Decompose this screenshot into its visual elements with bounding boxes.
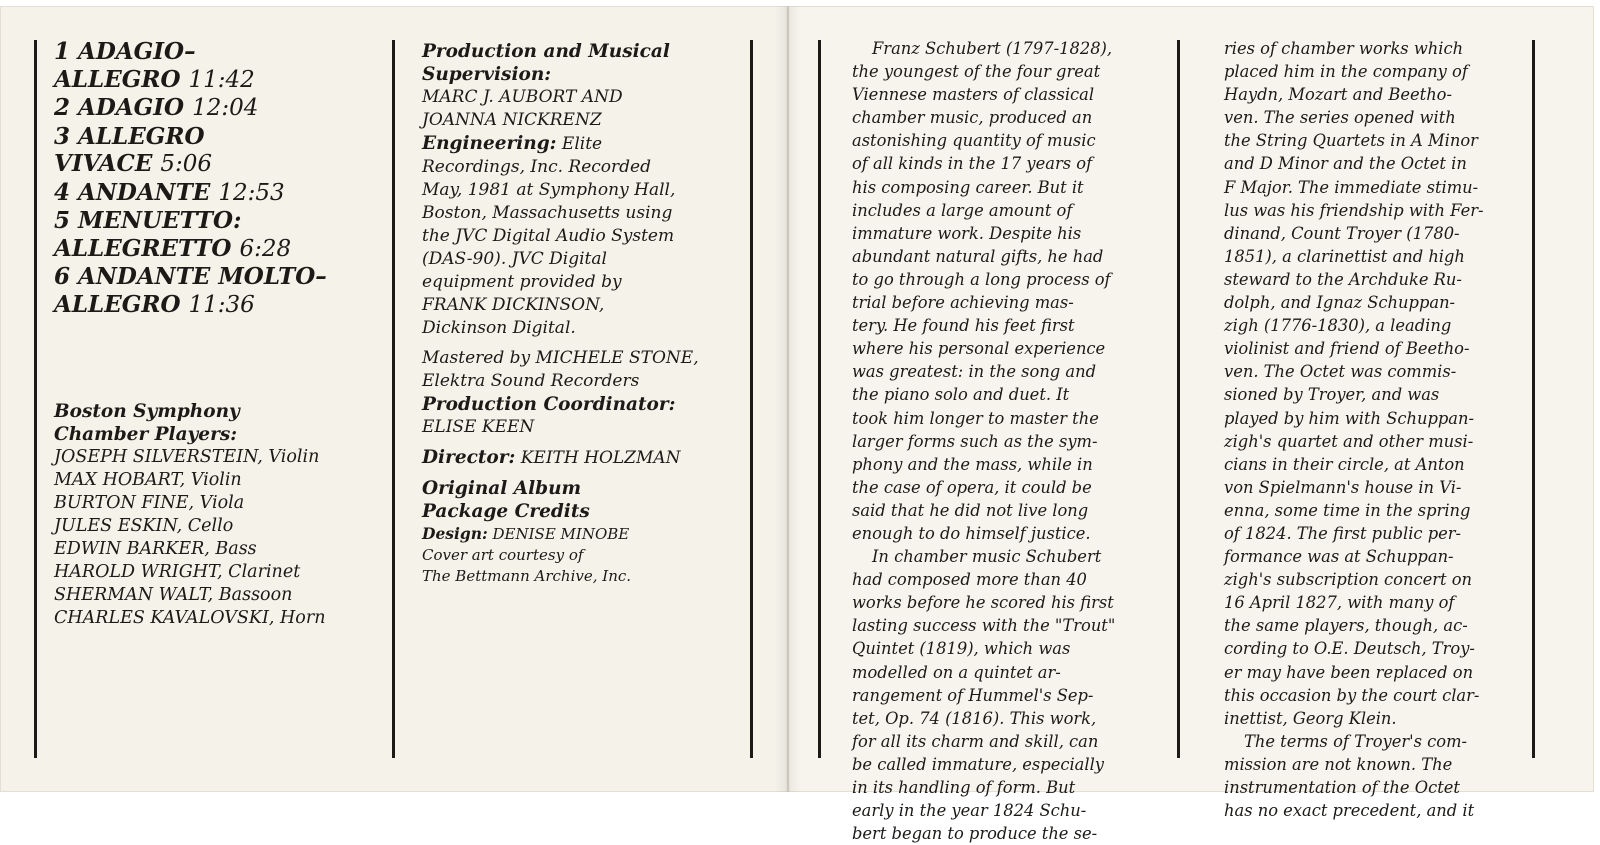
credit-line: Engineering: Elite <box>422 133 603 154</box>
essay-line: cians in their circle, at Anton <box>1224 454 1465 474</box>
credit-label: Supervision: <box>422 64 552 85</box>
essay-line: for all its charm and skill, can <box>852 731 1099 751</box>
track-duration: 11:42 <box>188 66 255 93</box>
track-title: ALLEGRO 11:42 <box>54 65 255 93</box>
production-credits <box>422 40 752 587</box>
essay-line: sioned by Troyer, and was <box>1224 385 1440 405</box>
essay-line: In chamber music Schubert <box>872 547 1102 567</box>
essay-line: astonishing quantity of music <box>852 131 1096 151</box>
essay-line: had composed more than 40 <box>852 570 1087 590</box>
credit-value: Recordings, Inc. Recorded <box>422 157 651 177</box>
essay-line: mission are not known. The <box>1224 754 1453 774</box>
credit-label: Engineering: <box>422 133 557 154</box>
performer-line: HAROLD WRIGHT, Clarinet <box>54 562 301 582</box>
essay-line: er may have been replaced on <box>1224 662 1474 682</box>
credit-value: ELISE KEEN <box>422 417 535 437</box>
essay-column-2 <box>1224 37 1514 822</box>
essay-line: enna, some time in the spring <box>1224 500 1471 520</box>
credit-value: Elektra Sound Recorders <box>422 371 640 391</box>
essay-line: ven. The series opened with <box>1224 108 1456 128</box>
essay-line: the youngest of the four great <box>852 62 1101 82</box>
essay-line: larger forms such as the sym- <box>852 431 1098 451</box>
performer-line: BURTON FINE, Viola <box>54 493 245 513</box>
essay-line: chamber music, produced an <box>852 108 1093 128</box>
essay-line: formance was at Schuppan- <box>1224 547 1454 567</box>
credit-value: Boston, Massachusetts using <box>422 203 673 223</box>
credit-value: the JVC Digital Audio System <box>422 226 675 246</box>
essay-line: the piano solo and duet. It <box>852 385 1070 405</box>
track-title: 4 ANDANTE 12:53 <box>54 178 285 206</box>
credit-line: Design: DENISE MINOBE <box>422 524 630 543</box>
credit-label: Production Coordinator: <box>422 394 676 415</box>
track-duration: 11:36 <box>188 291 255 318</box>
essay-line: the case of opera, it could be <box>852 477 1092 497</box>
essay-line: ries of chamber works which <box>1224 39 1464 58</box>
essay-column-1 <box>852 37 1120 845</box>
essay-line: cording to O.E. Deutsch, Troy- <box>1224 639 1475 659</box>
essay-line: of 1824. The first public per- <box>1224 523 1462 543</box>
column-rule <box>818 40 821 758</box>
essay-line: his composing career. But it <box>852 177 1084 197</box>
essay-line: inettist, Georg Klein. <box>1224 708 1397 728</box>
essay-line: abundant natural gifts, he had <box>852 246 1104 266</box>
track-item <box>54 38 374 94</box>
essay-line: tet, Op. 74 (1816). This work, <box>852 708 1097 728</box>
track-item <box>54 263 374 319</box>
essay-line: where his personal experience <box>852 339 1106 359</box>
essay-line: the same players, though, ac- <box>1224 616 1468 636</box>
essay-line: dolph, and Ignaz Schuppan- <box>1224 293 1456 313</box>
essay-line: dinand, Count Troyer (1780- <box>1224 223 1460 243</box>
essay-line: instrumentation of the Octet <box>1224 778 1460 797</box>
essay-line: Viennese masters of classical <box>852 85 1095 105</box>
column-rule <box>1177 40 1180 758</box>
credit-line: Director: KEITH HOLZMAN <box>422 447 681 468</box>
essay-line: phony and the mass, while in <box>852 454 1093 474</box>
track-duration: 6:28 <box>239 235 292 262</box>
essay-line: lus was his friendship with Fer- <box>1224 200 1484 220</box>
track-item <box>54 179 374 208</box>
essay-line: in its handling of form. But <box>852 778 1076 797</box>
track-title: ALLEGRETTO 6:28 <box>54 234 292 262</box>
track-duration: 12:53 <box>218 179 285 206</box>
page-gutter <box>775 6 801 792</box>
track-title: 6 ANDANTE MOLTO– <box>54 263 327 290</box>
essay-line: Haydn, Mozart and Beetho- <box>1224 85 1452 105</box>
essay-line: the String Quartets in A Minor <box>1224 131 1478 151</box>
credit-label: Production and Musical <box>422 41 670 62</box>
essay-line: this occasion by the court clar- <box>1224 685 1480 705</box>
essay-line: ven. The Octet was commis- <box>1224 362 1457 382</box>
essay-line: to go through a long process of <box>852 269 1111 289</box>
credit-value: May, 1981 at Symphony Hall, <box>422 180 676 200</box>
essay-line: zigh's subscription concert on <box>1224 570 1473 590</box>
essay-line: F Major. The immediate stimu- <box>1224 177 1479 197</box>
essay-line: tery. He found his feet first <box>852 316 1075 336</box>
essay-line: modelled on a quintet ar- <box>852 662 1061 682</box>
essay-line: Franz Schubert (1797-1828), <box>872 39 1113 58</box>
track-item <box>54 94 374 123</box>
credit-value: Mastered by MICHELE STONE, <box>422 348 699 368</box>
essay-line: has no exact precedent, and it <box>1224 801 1475 821</box>
performer-line: CHARLES KAVALOVSKI, Horn <box>54 608 326 628</box>
credit-value: equipment provided by <box>422 272 622 292</box>
essay-line: immature work. Despite his <box>852 223 1082 243</box>
credit-label: Original Album <box>422 478 582 499</box>
performer-line: JOSEPH SILVERSTEIN, Violin <box>54 447 320 467</box>
essay-line: said that he did not live long <box>852 500 1089 520</box>
essay-line: placed him in the company of <box>1224 62 1468 82</box>
credit-label: Director: <box>422 447 516 468</box>
essay-line: 16 April 1827, with many of <box>1224 593 1455 613</box>
column-rule <box>1532 40 1535 758</box>
track-list <box>54 38 374 319</box>
credit-value: The Bettmann Archive, Inc. <box>422 567 632 585</box>
track-title: VIVACE 5:06 <box>54 150 213 177</box>
essay-line: lasting success with the "Trout" <box>852 616 1116 636</box>
performer-line: JULES ESKIN, Cello <box>54 516 234 536</box>
credit-label: Design: <box>422 524 488 543</box>
essay-line: The terms of Troyer's com- <box>1244 731 1468 751</box>
essay-line: was greatest: in the song and <box>852 362 1097 382</box>
ensemble-heading: Boston Symphony <box>54 401 240 422</box>
essay-line: zigh's quartet and other musi- <box>1224 431 1474 451</box>
ensemble-heading: Chamber Players: <box>54 424 238 445</box>
performer-line: MAX HOBART, Violin <box>54 470 242 490</box>
essay-line: Quintet (1819), which was <box>852 639 1071 659</box>
essay-line: and D Minor and the Octet in <box>1224 154 1467 174</box>
essay-line: trial before achieving mas- <box>852 293 1074 313</box>
column-rule <box>34 40 37 758</box>
track-title: ALLEGRO 11:36 <box>54 290 255 318</box>
track-title: 5 MENUETTO: <box>54 207 242 234</box>
essay-line: zigh (1776-1830), a leading <box>1224 316 1452 336</box>
essay-line: includes a large amount of <box>852 200 1073 220</box>
essay-line: steward to the Archduke Ru- <box>1224 269 1462 289</box>
credit-value: JOANNA NICKRENZ <box>422 110 602 130</box>
credit-label: Package Credits <box>422 501 590 522</box>
credit-value: FRANK DICKINSON, <box>422 295 605 315</box>
essay-line: rangement of Hummel's Sep- <box>852 685 1094 705</box>
essay-line: 1851), a clarinettist and high <box>1224 246 1465 266</box>
performers-list <box>54 400 384 630</box>
essay-line: took him longer to master the <box>852 408 1099 428</box>
essay-line: bert began to produce the se- <box>852 824 1098 844</box>
credit-value: (DAS-90). JVC Digital <box>422 249 607 269</box>
track-item <box>54 123 374 179</box>
track-duration: 5:06 <box>160 151 213 177</box>
essay-line: works before he scored his first <box>852 593 1114 613</box>
credit-value: Dickinson Digital. <box>422 318 576 338</box>
performer-line: SHERMAN WALT, Bassoon <box>54 585 293 605</box>
essay-line: von Spielmann's house in Vi- <box>1224 477 1462 497</box>
track-title: 1 ADAGIO– <box>54 38 196 65</box>
column-rule <box>392 40 395 758</box>
essay-line: enough to do himself justice. <box>852 523 1091 543</box>
credit-value: MARC J. AUBORT AND <box>422 87 623 107</box>
essay-line: be called immature, especially <box>852 754 1104 774</box>
essay-line: violinist and friend of Beetho- <box>1224 339 1470 359</box>
track-duration: 12:04 <box>192 95 259 121</box>
essay-line: early in the year 1824 Schu- <box>852 801 1087 821</box>
credit-value: Cover art courtesy of <box>422 546 584 564</box>
essay-line: of all kinds in the 17 years of <box>852 154 1093 174</box>
track-item <box>54 207 374 263</box>
essay-line: played by him with Schuppan- <box>1224 408 1474 428</box>
track-title: 3 ALLEGRO <box>54 122 205 150</box>
performer-line: EDWIN BARKER, Bass <box>54 539 257 559</box>
track-title: 2 ADAGIO 12:04 <box>54 94 259 121</box>
